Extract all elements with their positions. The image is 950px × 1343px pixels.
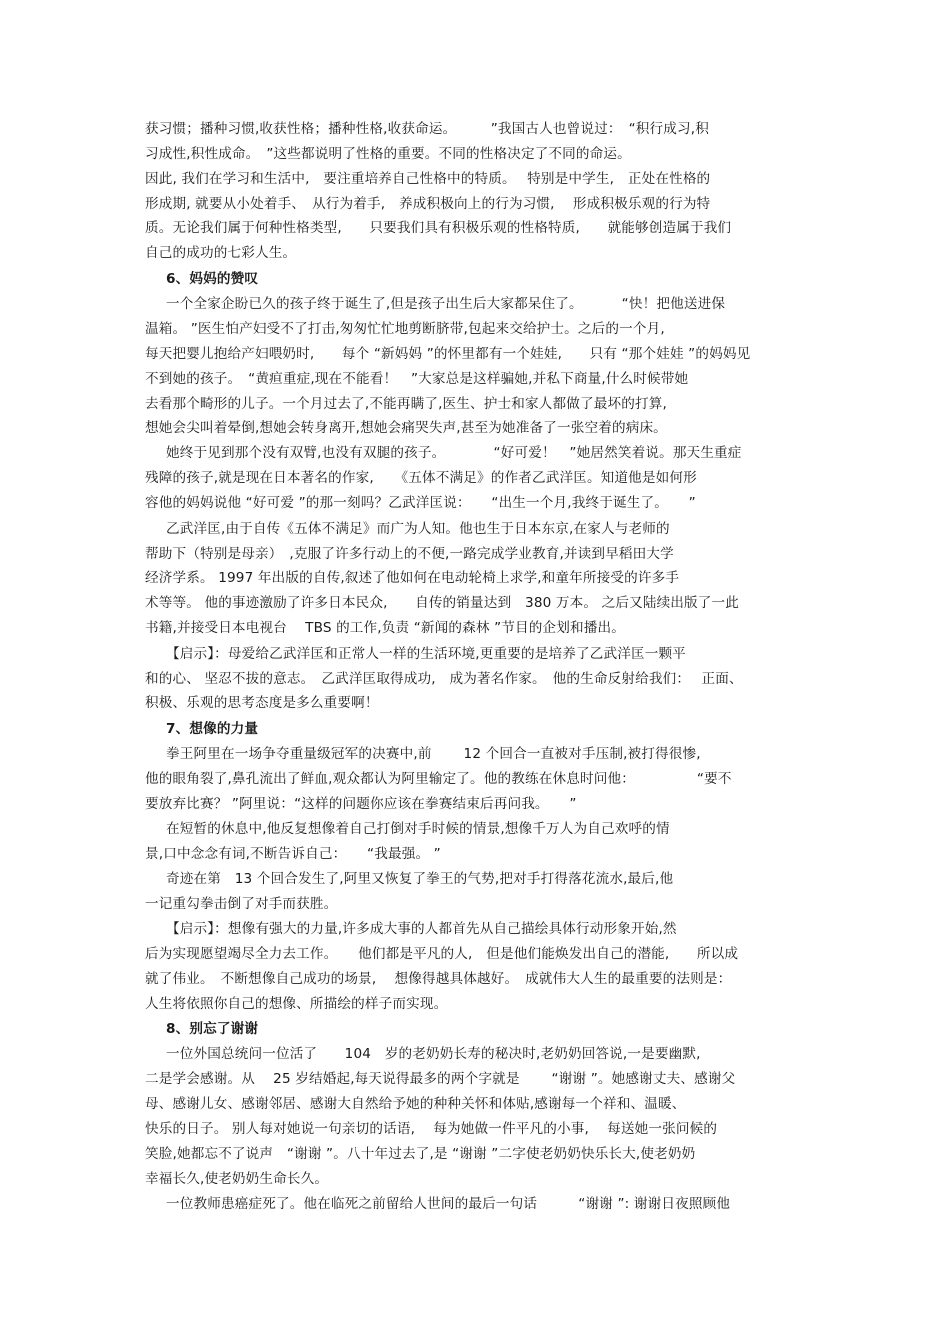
insight-paragraph: 【启示】：想像有强大的力量,许多成大事的人都首先从自己描绘具体行动形象开始,然 — [166, 921, 677, 937]
text-line: 快乐的日子。 别人每对她说一句亲切的话语, 每为她做一件平凡的小事, 每送她一张问候的 — [145, 1121, 718, 1137]
text-line: 奇迹在第 13 个回合发生了,阿里又恢复了拳王的气势,把对手打得落花流水,最后,他 — [166, 871, 674, 887]
text-line: 容他的妈妈说他 “好可爱 ”的那一刻吗？乙武洋匡说： “出生一个月,我终于诞生了。 ” — [145, 495, 696, 511]
text-line: 一位教师患癌症死了。他在临死之前留给人世间的最后一句话 “谢谢 ”: 谢谢日夜照顾他 — [166, 1196, 731, 1212]
text-line: 母、感谢儿女、感谢邻居、感谢大自然给予她的种种关怀和体贴,感谢每一个祥和、温暖、 — [145, 1096, 686, 1112]
text-line: 帮助下（特别是母亲） ,克服了许多行动上的不便,一路完成学业教育,并读到早稻田大学 — [145, 546, 674, 562]
text-line: 书籍,并接受日本电视台 TBS 的工作,负责 “新闻的森林 ”节目的企划和播出。 — [145, 620, 625, 636]
text-line: 温箱。 ”医生怕产妇受不了打击,匆匆忙忙地剪断脐带,包起来交给护士。之后的一个月, — [145, 321, 665, 337]
text-line: 去看那个畸形的儿子。一个月过去了,不能再瞒了,医生、护士和家人都做了最坏的打算, — [145, 396, 667, 412]
text-line: 乙武洋匡,由于自传《五体不满足》而广为人知。他也生于日本东京,在家人与老师的 — [166, 521, 670, 537]
text-line: 习成性,积性成命。 ”这些都说明了性格的重要。不同的性格决定了不同的命运。 — [145, 146, 631, 162]
text-line: 笑脸,她都忘不了说声 “谢谢 ”。八十年过去了,是 “谢谢 ”二字使老奶奶快乐长大,使老奶奶 — [145, 1146, 696, 1162]
text-line: 术等等。 他的事迹激励了许多日本民众, 自传的销量达到 380 万本。 之后又陆续出版了一此 — [145, 595, 740, 611]
text-line: 在短暂的休息中,他反复想像着自己打倒对手时候的情景,想像千万人为自己欢呼的情 — [166, 821, 670, 837]
text-line: 就了伟业。 不断想像自己成功的场景, 想像得越具体越好。 成就伟大人生的最重要的法则是： — [145, 971, 732, 987]
text-line: 形成期, 就要从小处着手、 从行为着手, 养成积极向上的行为习惯, 形成积极乐观的行为特 — [145, 196, 711, 212]
text-line: 后为实现愿望竭尽全力去工作。 他们都是平凡的人, 但是他们能焕发出自己的潜能, 所以成 — [145, 946, 739, 962]
text-line: 二是学会感谢。从 25 岁结婚起,每天说得最多的两个字就是 “谢谢 ”。她感谢丈夫、感谢父 — [145, 1071, 736, 1087]
section-heading: 7、想像的力量 — [166, 721, 259, 737]
text-line: 不到她的孩子。 “黄疸重症,现在不能看！ ”大家总是这样骗她,并私下商量,什么时候带她 — [145, 371, 689, 387]
text-line: 一个全家企盼已久的孩子终于诞生了,但是孩子出生后大家都呆住了。 “快！把他送进保 — [166, 296, 726, 312]
text-line: 经济学系。 1997 年出版的自传,叙述了他如何在电动轮椅上求学,和童年所接受的许多手 — [145, 570, 680, 586]
text-line: 想她会尖叫着晕倒,想她会转身离开,想她会痛哭失声,甚至为她准备了一张空着的病床。 — [145, 420, 667, 436]
text-line: 一位外国总统问一位活了 104 岁的老奶奶长寿的秘决时,老奶奶回答说,一是要幽默, — [166, 1046, 701, 1062]
text-line: 残障的孩子,就是现在日本著名的作家, 《五体不满足》的作者乙武洋匡。知道他是如何形 — [145, 470, 697, 486]
text-line: 景,口中念念有词,不断告诉自己： “我最强。 ” — [145, 846, 441, 862]
section-heading: 6、妈妈的赞叹 — [166, 271, 259, 287]
text-line: 和的心、 坚忍不拔的意志。 乙武洋匡取得成功, 成为著名作家。 他的生命反射给我们： 正面、 — [145, 671, 743, 687]
text-line: 要放弃比赛？ ”阿里说：“这样的问题你应该在拳赛结束后再问我。 ” — [145, 796, 577, 812]
text-line: 一记重勾拳击倒了对手而获胜。 — [145, 896, 338, 912]
text-line: 因此, 我们在学习和生活中, 要注重培养自己性格中的特质。 特别是中学生, 正处在性格的 — [145, 171, 711, 187]
text-line: 质。无论我们属于何种性格类型, 只要我们具有积极乐观的性格特质, 就能够创造属于我们 — [145, 220, 732, 236]
text-line: 她终于见到那个没有双臂,也没有双腿的孩子。 “好可爱！ ”她居然笑着说。那天生重症 — [166, 445, 742, 461]
text-line: 积极、乐观的思考态度是多么重要啊！ — [145, 695, 379, 711]
text-line: 人生将依照你自己的想像、所描绘的样子而实现。 — [145, 996, 448, 1012]
insight-paragraph: 【启示】：母爱给乙武洋匡和正常人一样的生活环境,更重要的是培养了乙武洋匡一颗平 — [166, 646, 686, 662]
text-line: 获习惯；播种习惯,收获性格；播种性格,收获命运。 ”我国古人也曾说过： “积行成习,积 — [145, 121, 709, 137]
text-line: 每天把婴儿抱给产妇喂奶时, 每个 “新妈妈 ”的怀里都有一个娃娃, 只有 “那个娃娃 ”的妈妈见 — [145, 346, 751, 362]
text-line: 幸福长久,使老奶奶生命长久。 — [145, 1171, 329, 1187]
text-line: 自己的成功的七彩人生。 — [145, 245, 297, 261]
section-heading: 8、别忘了谢谢 — [166, 1021, 259, 1037]
text-line: 拳王阿里在一场争夺重量级冠军的决赛中,前 12 个回合一直被对手压制,被打得很惨, — [166, 746, 701, 762]
text-line: 他的眼角裂了,鼻孔流出了鲜血,观众都认为阿里输定了。他的教练在休息时问他： “要不 — [145, 771, 732, 787]
